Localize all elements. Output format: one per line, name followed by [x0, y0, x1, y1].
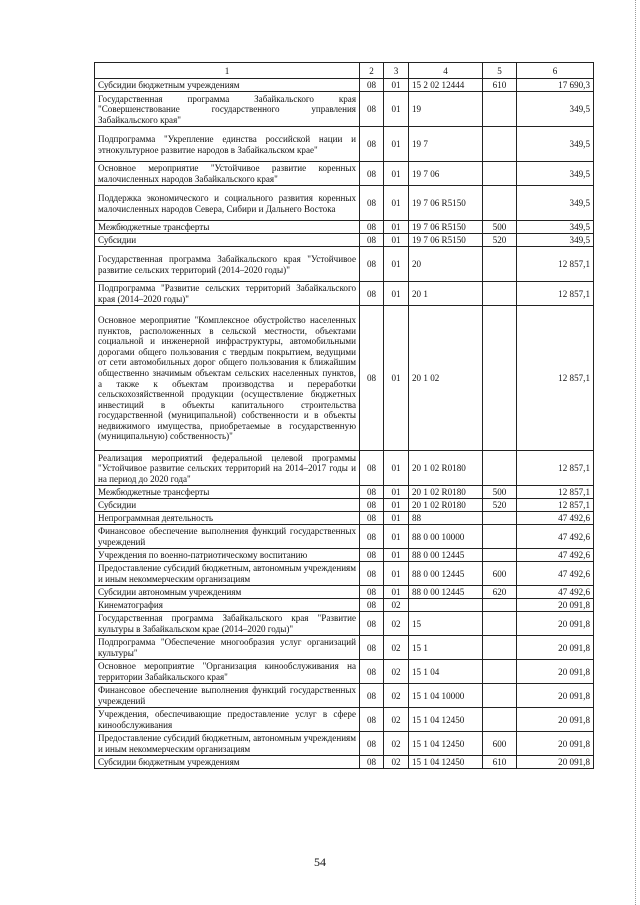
cell-target-article: 15 1 04 12450 [409, 708, 483, 732]
cell-subsection: 01 [384, 486, 409, 499]
cell-subsection: 01 [384, 162, 409, 186]
cell-name: Подпрограмма "Укрепление единства российской нации и этнокультурное развитие народов в Забайкальском крае" [95, 127, 360, 162]
cell-section: 08 [360, 221, 384, 234]
cell-expense-type [483, 451, 517, 486]
cell-subsection: 01 [384, 92, 409, 127]
cell-amount: 349,5 [517, 92, 594, 127]
cell-amount: 349,5 [517, 162, 594, 186]
cell-subsection: 01 [384, 451, 409, 486]
cell-section: 08 [360, 282, 384, 306]
cell-section: 08 [360, 234, 384, 247]
cell-section: 08 [360, 612, 384, 636]
budget-table [94, 62, 594, 769]
cell-amount: 20 091,8 [517, 756, 594, 769]
cell-section: 08 [360, 586, 384, 599]
cell-section: 08 [360, 525, 384, 549]
cell-expense-type [483, 708, 517, 732]
cell-amount: 12 857,1 [517, 451, 594, 486]
cell-amount: 47 492,6 [517, 512, 594, 525]
cell-expense-type: 500 [483, 221, 517, 234]
table-row [95, 92, 594, 127]
table-row [95, 512, 594, 525]
cell-target-article: 15 1 04 [409, 660, 483, 684]
cell-section: 08 [360, 499, 384, 512]
page-edge [634, 0, 636, 905]
cell-target-article: 15 2 02 12444 [409, 79, 483, 92]
cell-target-article: 15 1 04 10000 [409, 684, 483, 708]
cell-section: 08 [360, 660, 384, 684]
cell-name: Основное мероприятие "Устойчивое развитие коренных малочисленных народов Забайкальского края" [95, 162, 360, 186]
cell-name: Реализация мероприятий федеральной целевой программы "Устойчивое развитие сельских территорий на 2014–2017 годы и на период до 2020 года" [95, 451, 360, 486]
cell-section: 08 [360, 512, 384, 525]
table-row [95, 756, 594, 769]
cell-expense-type [483, 636, 517, 660]
cell-name: Межбюджетные трансферты [95, 221, 360, 234]
table-row [95, 221, 594, 234]
cell-amount: 47 492,6 [517, 586, 594, 599]
table-row [95, 525, 594, 549]
cell-subsection: 01 [384, 549, 409, 562]
table-row [95, 247, 594, 282]
table-row [95, 79, 594, 92]
cell-amount: 20 091,8 [517, 599, 594, 612]
table-row [95, 586, 594, 599]
page-number: 54 [314, 855, 326, 869]
cell-section: 08 [360, 599, 384, 612]
column-header-expense-type: 5 [483, 63, 517, 79]
cell-section: 08 [360, 562, 384, 586]
cell-target-article: 88 0 00 12445 [409, 562, 483, 586]
cell-subsection: 01 [384, 127, 409, 162]
table-row [95, 708, 594, 732]
cell-section: 08 [360, 306, 384, 451]
cell-subsection: 01 [384, 234, 409, 247]
cell-target-article: 88 0 00 10000 [409, 525, 483, 549]
cell-amount: 349,5 [517, 234, 594, 247]
cell-name: Финансовое обеспечение выполнения функций государственных учреждений [95, 525, 360, 549]
cell-name: Поддержка экономического и социального развития коренных малочисленных народов Севера, Сибири и Дальнего Востока [95, 186, 360, 221]
cell-name: Субсидии автономным учреждениям [95, 586, 360, 599]
table-row [95, 636, 594, 660]
cell-section: 08 [360, 92, 384, 127]
table-row [95, 486, 594, 499]
cell-amount: 47 492,6 [517, 549, 594, 562]
cell-subsection: 01 [384, 247, 409, 282]
cell-subsection: 01 [384, 499, 409, 512]
table-row [95, 234, 594, 247]
cell-name: Предоставление субсидий бюджетным, автономным учреждениям и иным некоммерческим организациям [95, 732, 360, 756]
cell-expense-type [483, 92, 517, 127]
table-row [95, 549, 594, 562]
cell-expense-type: 600 [483, 562, 517, 586]
cell-target-article: 19 7 06 R5150 [409, 234, 483, 247]
cell-expense-type [483, 282, 517, 306]
cell-expense-type: 600 [483, 732, 517, 756]
cell-amount: 20 091,8 [517, 636, 594, 660]
cell-amount: 47 492,6 [517, 525, 594, 549]
cell-amount: 20 091,8 [517, 708, 594, 732]
cell-section: 08 [360, 127, 384, 162]
cell-expense-type [483, 247, 517, 282]
cell-subsection: 01 [384, 562, 409, 586]
cell-name: Предоставление субсидий бюджетным, автономным учреждениям и иным некоммерческим организациям [95, 562, 360, 586]
cell-section: 08 [360, 684, 384, 708]
table-row [95, 127, 594, 162]
cell-amount: 12 857,1 [517, 306, 594, 451]
cell-expense-type: 610 [483, 756, 517, 769]
cell-expense-type: 610 [483, 79, 517, 92]
cell-subsection: 01 [384, 186, 409, 221]
cell-target-article: 20 1 02 R0180 [409, 499, 483, 512]
cell-amount: 17 690,3 [517, 79, 594, 92]
cell-expense-type [483, 186, 517, 221]
column-header-name: 1 [95, 63, 360, 79]
table-row [95, 186, 594, 221]
cell-expense-type [483, 684, 517, 708]
table-row [95, 599, 594, 612]
cell-subsection: 01 [384, 306, 409, 451]
cell-expense-type: 500 [483, 486, 517, 499]
cell-target-article: 15 1 [409, 636, 483, 660]
cell-name: Подпрограмма "Обеспечение многообразия услуг организаций культуры" [95, 636, 360, 660]
cell-section: 08 [360, 486, 384, 499]
cell-name: Непрограммная деятельность [95, 512, 360, 525]
cell-expense-type [483, 525, 517, 549]
cell-target-article: 88 0 00 12445 [409, 549, 483, 562]
cell-section: 08 [360, 451, 384, 486]
cell-name: Межбюджетные трансферты [95, 486, 360, 499]
table-row [95, 612, 594, 636]
cell-expense-type: 620 [483, 586, 517, 599]
cell-amount: 12 857,1 [517, 247, 594, 282]
table-header-row [95, 63, 594, 79]
cell-name: Государственная программа Забайкальского края "Совершенствование государственного управления Забайкальского края" [95, 92, 360, 127]
cell-target-article: 88 0 00 12445 [409, 586, 483, 599]
cell-target-article: 19 7 06 [409, 162, 483, 186]
cell-subsection: 01 [384, 221, 409, 234]
cell-subsection: 01 [384, 586, 409, 599]
cell-subsection: 01 [384, 512, 409, 525]
cell-target-article: 20 1 [409, 282, 483, 306]
cell-section: 08 [360, 186, 384, 221]
table-row [95, 162, 594, 186]
cell-section: 08 [360, 247, 384, 282]
cell-name: Основное мероприятие "Комплексное обустройство населенных пунктов, расположенных в сельской местности, объектами социальной и инженерной инфраструктуры, автомобильными дорогами общего пользования с твердым покрытием, ведущими от сети автомобильных дорог общего пользования к ближайшим общественно значимым объектам сельских населенных пунктов, а также к объектам производства и переработки сельскохозяйственной продукции (осуществление бюджетных инвестиций в объекты капитального строительства государственной (муниципальной) собственности и в объекты недвижимого имущества, приобретаемые в государственную (муниципальную) собственность)" [95, 306, 360, 451]
cell-amount: 20 091,8 [517, 684, 594, 708]
cell-target-article: 20 1 02 R0180 [409, 451, 483, 486]
cell-section: 08 [360, 549, 384, 562]
cell-name: Субсидии [95, 234, 360, 247]
table-row [95, 684, 594, 708]
cell-target-article: 19 7 06 R5150 [409, 221, 483, 234]
cell-section: 08 [360, 636, 384, 660]
cell-subsection: 02 [384, 636, 409, 660]
cell-subsection: 02 [384, 684, 409, 708]
cell-target-article: 19 7 [409, 127, 483, 162]
column-header-target-article: 4 [409, 63, 483, 79]
cell-expense-type [483, 127, 517, 162]
cell-expense-type [483, 306, 517, 451]
cell-amount: 349,5 [517, 186, 594, 221]
cell-amount: 20 091,8 [517, 612, 594, 636]
table-row [95, 660, 594, 684]
cell-name: Государственная программа Забайкальского края "Развитие культуры в Забайкальском крае (2014–2020 годы)" [95, 612, 360, 636]
cell-name: Субсидии [95, 499, 360, 512]
cell-amount: 349,5 [517, 221, 594, 234]
cell-target-article: 20 1 02 [409, 306, 483, 451]
cell-name: Субсидии бюджетным учреждениям [95, 756, 360, 769]
cell-target-article: 20 [409, 247, 483, 282]
table-row [95, 562, 594, 586]
table-row [95, 282, 594, 306]
cell-target-article: 15 1 04 12450 [409, 756, 483, 769]
cell-name: Основное мероприятие "Организация кинообслуживания на территории Забайкальского края" [95, 660, 360, 684]
cell-amount: 12 857,1 [517, 486, 594, 499]
cell-section: 08 [360, 79, 384, 92]
cell-name: Субсидии бюджетным учреждениям [95, 79, 360, 92]
table-row [95, 732, 594, 756]
cell-target-article: 20 1 02 R0180 [409, 486, 483, 499]
cell-name: Подпрограмма "Развитие сельских территорий Забайкальского края (2014–2020 годы)" [95, 282, 360, 306]
cell-subsection: 02 [384, 732, 409, 756]
cell-expense-type [483, 599, 517, 612]
cell-section: 08 [360, 732, 384, 756]
column-header-section: 2 [360, 63, 384, 79]
cell-subsection: 02 [384, 660, 409, 684]
cell-target-article [409, 599, 483, 612]
cell-subsection: 01 [384, 525, 409, 549]
table-row [95, 451, 594, 486]
cell-subsection: 01 [384, 79, 409, 92]
cell-subsection: 01 [384, 282, 409, 306]
cell-amount: 20 091,8 [517, 660, 594, 684]
cell-subsection: 02 [384, 756, 409, 769]
cell-name: Финансовое обеспечение выполнения функций государственных учреждений [95, 684, 360, 708]
cell-target-article: 19 7 06 R5150 [409, 186, 483, 221]
cell-expense-type [483, 162, 517, 186]
cell-amount: 349,5 [517, 127, 594, 162]
cell-section: 08 [360, 756, 384, 769]
cell-section: 08 [360, 162, 384, 186]
cell-expense-type [483, 549, 517, 562]
cell-target-article: 15 1 04 12450 [409, 732, 483, 756]
cell-expense-type [483, 660, 517, 684]
cell-target-article: 88 [409, 512, 483, 525]
cell-section: 08 [360, 708, 384, 732]
cell-subsection: 02 [384, 599, 409, 612]
table-row [95, 499, 594, 512]
cell-target-article: 19 [409, 92, 483, 127]
cell-name: Учреждения по военно-патриотическому воспитанию [95, 549, 360, 562]
cell-expense-type [483, 512, 517, 525]
cell-subsection: 02 [384, 708, 409, 732]
column-header-amount: 6 [517, 63, 594, 79]
column-header-subsection: 3 [384, 63, 409, 79]
cell-amount: 47 492,6 [517, 562, 594, 586]
table-row [95, 306, 594, 451]
cell-target-article: 15 [409, 612, 483, 636]
cell-expense-type: 520 [483, 499, 517, 512]
cell-expense-type: 520 [483, 234, 517, 247]
cell-amount: 20 091,8 [517, 732, 594, 756]
cell-amount: 12 857,1 [517, 282, 594, 306]
cell-amount: 12 857,1 [517, 499, 594, 512]
cell-name: Кинематография [95, 599, 360, 612]
cell-name: Государственная программа Забайкальского края "Устойчивое развитие сельских территорий (2014–2020 годы)" [95, 247, 360, 282]
cell-subsection: 02 [384, 612, 409, 636]
cell-name: Учреждения, обеспечивающие предоставление услуг в сфере кинообслуживания [95, 708, 360, 732]
cell-expense-type [483, 612, 517, 636]
